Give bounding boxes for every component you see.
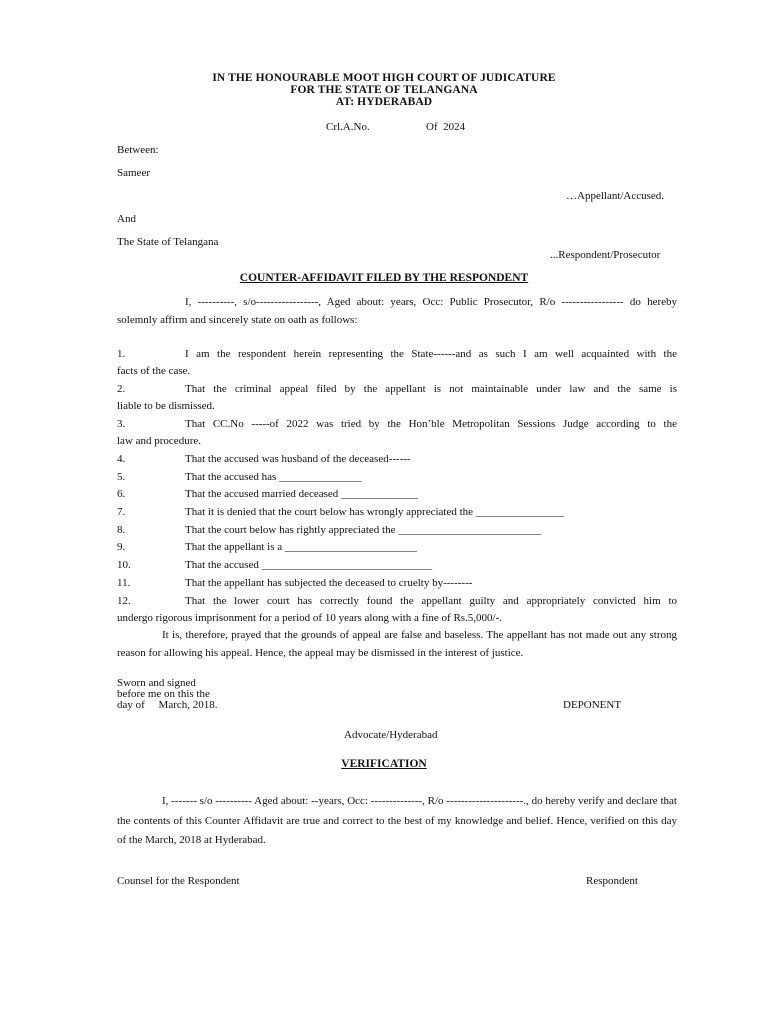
court-heading-line3: AT: HYDERABAD (335, 96, 433, 108)
court-heading-line1: IN THE HONOURABLE MOOT HIGH COURT OF JUDICATURE (212, 72, 556, 84)
intro-paragraph: I, ----------, s/o-----------------, Aged about: years, Occ: Public Prosecutor, R/o ----------------- do hereby solemnly affirm and sincerely state on oath as follows: (117, 296, 677, 326)
paragraph-number: 12. (117, 595, 131, 607)
paragraph-text: I am the respondent herein representing the State------and as such I am well acquainted with the (185, 348, 677, 360)
paragraph-text: That it is denied that the court below has wrongly appreciated the ________________ (185, 506, 564, 518)
paragraph-number: 2. (117, 383, 126, 395)
verification-title: VERIFICATION (341, 758, 427, 770)
appellant-name: Sameer (117, 167, 150, 179)
deponent-label: DEPONENT (563, 699, 622, 711)
affidavit-title: COUNTER-AFFIDAVIT FILED BY THE RESPONDENT (239, 272, 529, 284)
case-number-year: Of 2024 (426, 121, 466, 133)
respondent-name: The State of Telangana (117, 236, 219, 248)
paragraph-number: 10. (117, 559, 131, 571)
paragraph-number: 5. (117, 471, 126, 483)
paragraph-text: That the lower court has correctly found the appellant guilty and appropriately convicted him to (185, 595, 677, 607)
respondent-role: ...Respondent/Prosecutor (550, 249, 661, 261)
paragraph-text: That the accused was husband of the deceased------ (185, 453, 411, 465)
advocate-label: Advocate/Hyderabad (344, 729, 438, 741)
paragraph-number: 3. (117, 418, 126, 430)
sworn-line1: Sworn and signed (117, 677, 196, 689)
paragraph-text-continued: undergo rigorous imprisonment for a period of 10 years along with a fine of Rs.5,000/-. (117, 612, 503, 624)
paragraph-number: 6. (117, 488, 126, 500)
sworn-line2: before me on this the (117, 688, 210, 700)
paragraph-text-continued: liable to be dismissed. (117, 400, 215, 412)
counsel-label: Counsel for the Respondent (117, 875, 240, 887)
respondent-signature-label: Respondent (586, 875, 638, 887)
paragraph-text: That the accused _______________________________ (185, 559, 433, 571)
between-label: Between: (117, 144, 159, 156)
paragraph-number: 1. (117, 348, 126, 360)
paragraph-text: That the criminal appeal filed by the appellant is not maintainable under law and the same is (185, 383, 677, 395)
paragraph-number: 9. (117, 541, 126, 553)
verification-paragraph: I, ------- s/o ---------- Aged about: --years, Occ: --------------, R/o ---------------------., do hereby verify and declare that the contents of this Counter Affidavit are true and correct to the best of my knowledge and belief. Hence, verified on this day of the March, 2018 at Hyderabad. (117, 795, 677, 846)
court-heading-line2: FOR THE STATE OF TELANGANA (290, 84, 478, 96)
paragraph-number: 7. (117, 506, 126, 518)
paragraph-number: 4. (117, 453, 126, 465)
paragraph-text-continued: facts of the case. (117, 365, 191, 377)
paragraph-text-continued: law and procedure. (117, 435, 201, 447)
paragraph-number: 11. (117, 577, 131, 589)
paragraph-text: That CC.No -----of 2022 was tried by the Hon’ble Metropolitan Sessions Judge according to the (185, 418, 677, 430)
prayer-paragraph: It is, therefore, prayed that the grounds of appeal are false and baseless. The appellant has not made out any strong reason for allowing his appeal. Hence, the appeal may be dismissed in the interest of justice. (117, 629, 677, 659)
paragraph-number: 8. (117, 524, 126, 536)
case-number-label: Crl.A.No. (326, 121, 370, 133)
appellant-role: …Appellant/Accused. (566, 190, 665, 202)
paragraph-text: That the court below has rightly appreciated the __________________________ (185, 524, 542, 536)
paragraph-text: That the appellant is a ________________________ (185, 541, 417, 553)
and-label: And (117, 213, 136, 225)
paragraph-text: That the appellant has subjected the deceased to cruelty by-------- (185, 577, 473, 589)
paragraph-text: That the accused married deceased ______________ (185, 488, 419, 500)
paragraph-text: That the accused has _______________ (185, 471, 362, 483)
sworn-line3: day of March, 2018. (117, 699, 218, 711)
